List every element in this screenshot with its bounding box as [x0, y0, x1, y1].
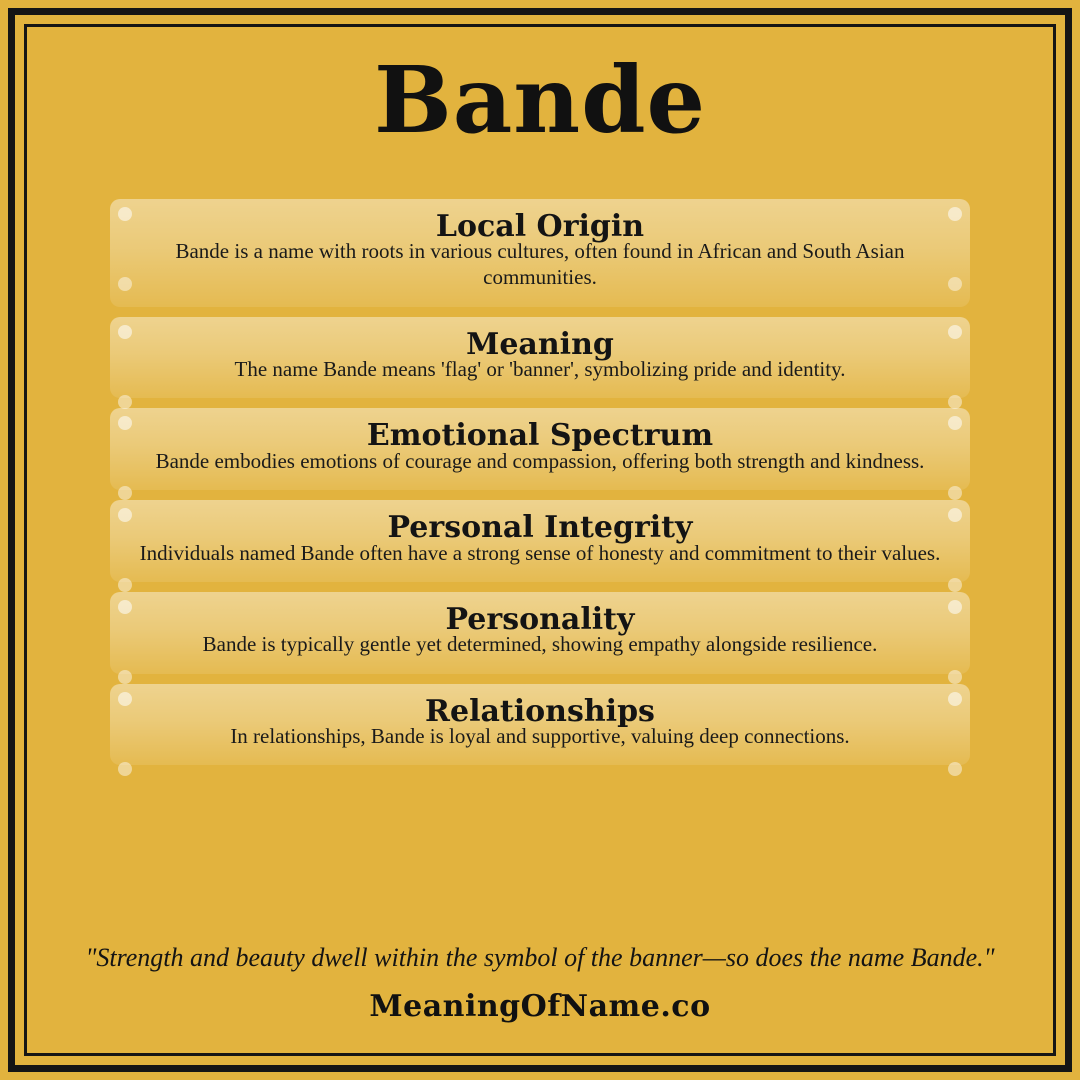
section-card-list — [40, 199, 1040, 766]
section-body: In relationships, Bande is loyal and supportive, valuing deep connections. — [230, 724, 850, 749]
page-title: Bande — [373, 46, 707, 154]
section-title: Personality — [445, 601, 635, 637]
section-body: Bande is a name with roots in various cultures, often found in African and South Asian communities. — [175, 239, 905, 290]
section-body: Individuals named Bande often have a strong sense of honesty and commitment to their values. — [139, 540, 941, 565]
section-card — [110, 500, 970, 582]
section-body: Bande embodies emotions of courage and compassion, offering both strength and kindness. — [155, 448, 925, 473]
section-title: Local Origin — [435, 208, 645, 244]
section-title: Meaning — [466, 326, 614, 362]
section-title: Relationships — [425, 693, 655, 729]
closing-quote: "Strength and beauty dwell within the symbol of the banner—so does the name Bande." — [85, 943, 995, 972]
section-card — [110, 592, 970, 674]
section-title: Personal Integrity — [387, 510, 693, 546]
section-body: The name Bande means 'flag' or 'banner', symbolizing pride and identity. — [234, 357, 846, 382]
section-card — [110, 317, 970, 399]
section-body: Bande is typically gentle yet determined, showing empathy alongside resilience. — [202, 632, 878, 657]
layout-spacer — [40, 765, 1040, 943]
section-title: Emotional Spectrum — [366, 418, 714, 454]
poster-content — [40, 34, 1040, 1046]
site-credit: MeaningOfName.co — [369, 989, 711, 1024]
section-card — [110, 408, 970, 490]
section-card — [110, 199, 970, 307]
section-card — [110, 684, 970, 766]
